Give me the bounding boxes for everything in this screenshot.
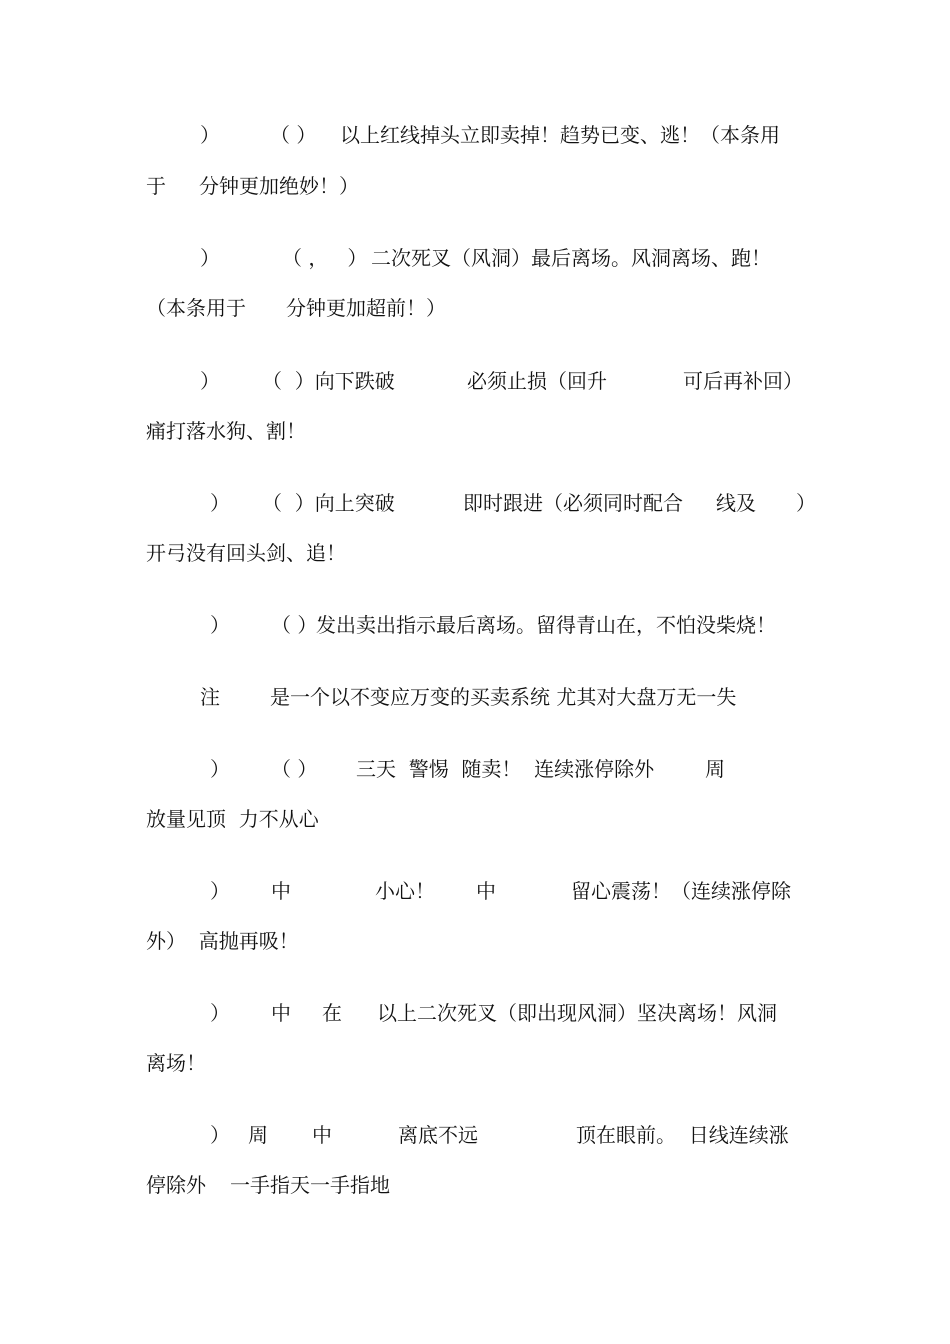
note-label: 注 xyxy=(200,685,220,709)
para4-text-c: 线及 xyxy=(716,491,756,515)
para1-paren: （ ） xyxy=(270,123,317,147)
para8-text-b: 在 xyxy=(322,1001,342,1025)
para2-marker: ） xyxy=(200,246,220,270)
para4-cont: 开弓没有回头剑、追！ xyxy=(146,541,346,565)
para1-marker: ） xyxy=(200,123,220,147)
para9-cont-a: 停除外 xyxy=(146,1173,206,1197)
para5-paren: （ ） xyxy=(271,613,318,637)
para4-text-d: ） xyxy=(796,491,816,515)
para7-text-b: 小心！ xyxy=(375,879,435,903)
para6-text-b: 三天 警惕 随卖！ 连续涨停除外 xyxy=(356,757,655,781)
para9-text-b: 中 xyxy=(312,1123,332,1147)
para3-text-b: 必须止损（回升 xyxy=(467,369,607,393)
para9-text-a: 周 xyxy=(248,1123,268,1147)
para8-cont: 离场！ xyxy=(146,1051,206,1075)
para2-text: 二次死叉（风洞）最后离场。风洞离场、跑！ xyxy=(371,246,771,270)
para6-text-c: 周 xyxy=(705,757,725,781)
para3-paren: （ ）向下跌破 xyxy=(262,369,395,393)
para2-cont-a: （本条用于 xyxy=(146,296,246,320)
para2-paren: （ ， ） xyxy=(282,246,368,270)
para6-paren: （ ） xyxy=(271,757,318,781)
para7-text-d: 留心震荡！（连续涨停除 xyxy=(571,879,791,903)
para5-text: 发出卖出指示最后离场。留得青山在，不怕没柴烧！ xyxy=(316,613,776,637)
para9-text-c: 离底不远 xyxy=(398,1123,478,1147)
para7-marker: ） xyxy=(210,879,230,903)
para8-text-a: 中 xyxy=(271,1001,291,1025)
para6-marker: ） xyxy=(210,757,230,781)
para1-text: 以上红线掉头立即卖掉！趋势已变、逃！（本条用 xyxy=(340,123,780,147)
para7-text-a: 中 xyxy=(271,879,291,903)
para7-text-c: 中 xyxy=(476,879,496,903)
para3-text-c: 可后再补回） xyxy=(683,369,803,393)
para5-marker: ） xyxy=(210,613,230,637)
para3-cont: 痛打落水狗、割！ xyxy=(146,419,306,443)
para3-marker: ） xyxy=(200,369,220,393)
para4-text-b: 即时跟进（必须同时配合 xyxy=(463,491,683,515)
para7-cont: 外） 高抛再吸！ xyxy=(146,929,299,953)
para2-cont-b: 分钟更加超前！） xyxy=(286,296,446,320)
para9-text-d: 顶在眼前。 日线连续涨 xyxy=(576,1123,789,1147)
para4-marker: ） xyxy=(210,491,230,515)
para1-cont-a: 于 xyxy=(146,174,166,198)
para4-paren: （ ）向上突破 xyxy=(262,491,395,515)
note-text: 是一个以不变应万变的买卖系统 尤其对大盘万无一失 xyxy=(270,685,737,709)
para6-cont: 放量见顶 力不从心 xyxy=(146,807,319,831)
para9-marker: ） xyxy=(210,1123,230,1147)
para9-cont-b: 一手指天一手指地 xyxy=(230,1173,390,1197)
para8-marker: ） xyxy=(210,1001,230,1025)
para1-cont-b: 分钟更加绝妙！） xyxy=(199,174,359,198)
para8-text-c: 以上二次死叉（即出现风洞）坚决离场！风洞 xyxy=(377,1001,777,1025)
